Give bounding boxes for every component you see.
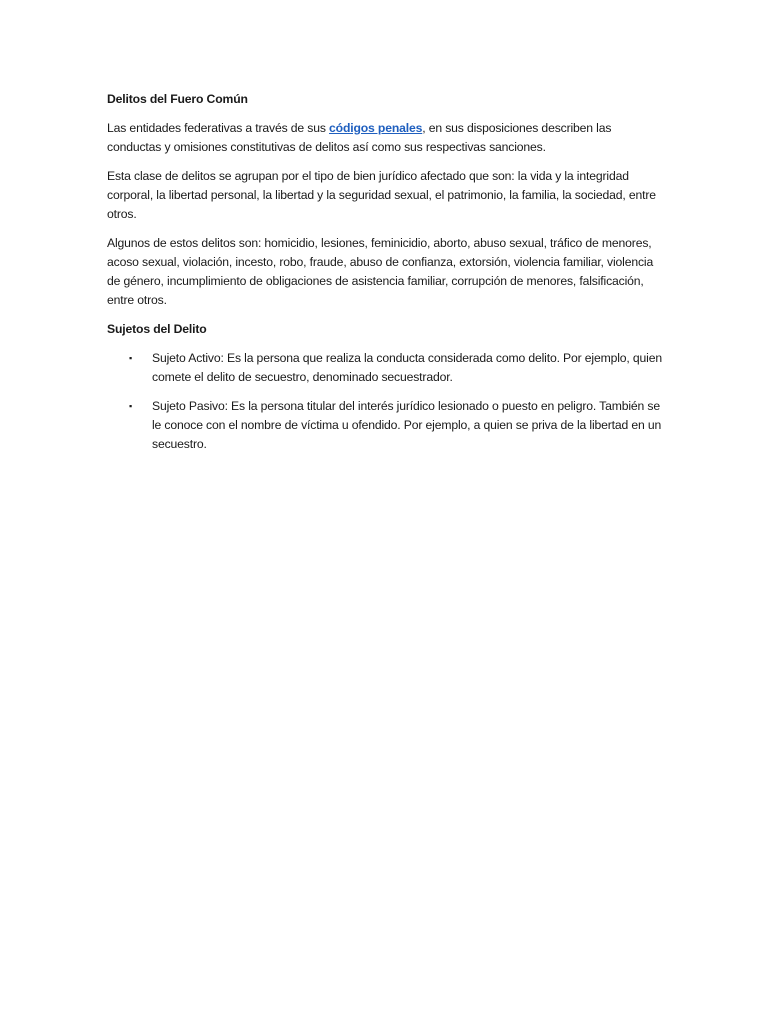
list-item-text: Sujeto Pasivo: Es la persona titular del interés jurídico lesionado o puesto en peligro. También se le conoce con el nombre de víctima u ofendido. Por ejemplo, a quien se priva de la libertad en un secuestro. [152,399,662,451]
paragraph-text: Las entidades federativas a través de sus [107,121,330,135]
document-page [107,90,667,464]
paragraph-bien-juridico: Esta clase de delitos se agrupan por el tipo de bien jurídico afectado que son: la vida y la integridad corporal, la libertad personal, la libertad y la seguridad sexual, el patrimonio, la familia, la sociedad, entre otros. [107,169,656,221]
bullet-icon: ▪ [129,353,133,363]
codigos-penales-link[interactable]: códigos penales [329,121,423,135]
list-item-sujeto-activo [107,349,667,387]
list-item-sujeto-pasivo [107,397,667,454]
paragraph-entidades [107,119,667,157]
section-heading-sujetos: Sujetos del Delito [107,322,207,336]
paragraph-ejemplos-delitos: Algunos de estos delitos son: homicidio, lesiones, feminicidio, aborto, abuso sexual, tráfico de menores, acoso sexual, violación, incesto, robo, fraude, abuso de confianza, extorsión, violencia familiar, violencia de género, incumplimiento de obligaciones de asistencia familiar, corrupción de menores, falsificación, entre otros. [107,236,654,307]
section-heading-fuero-comun: Delitos del Fuero Común [107,92,248,106]
bullet-icon: ▪ [129,401,133,411]
paragraph-text: , en sus disposiciones describen las conductas y omisiones constitutivas de delitos así como sus respectivas sanciones. [107,121,612,154]
sujetos-list [107,349,667,454]
list-item-text: Sujeto Activo: Es la persona que realiza la conducta considerada como delito. Por ejemplo, quien comete el delito de secuestro, denominado secuestrador. [152,351,662,384]
